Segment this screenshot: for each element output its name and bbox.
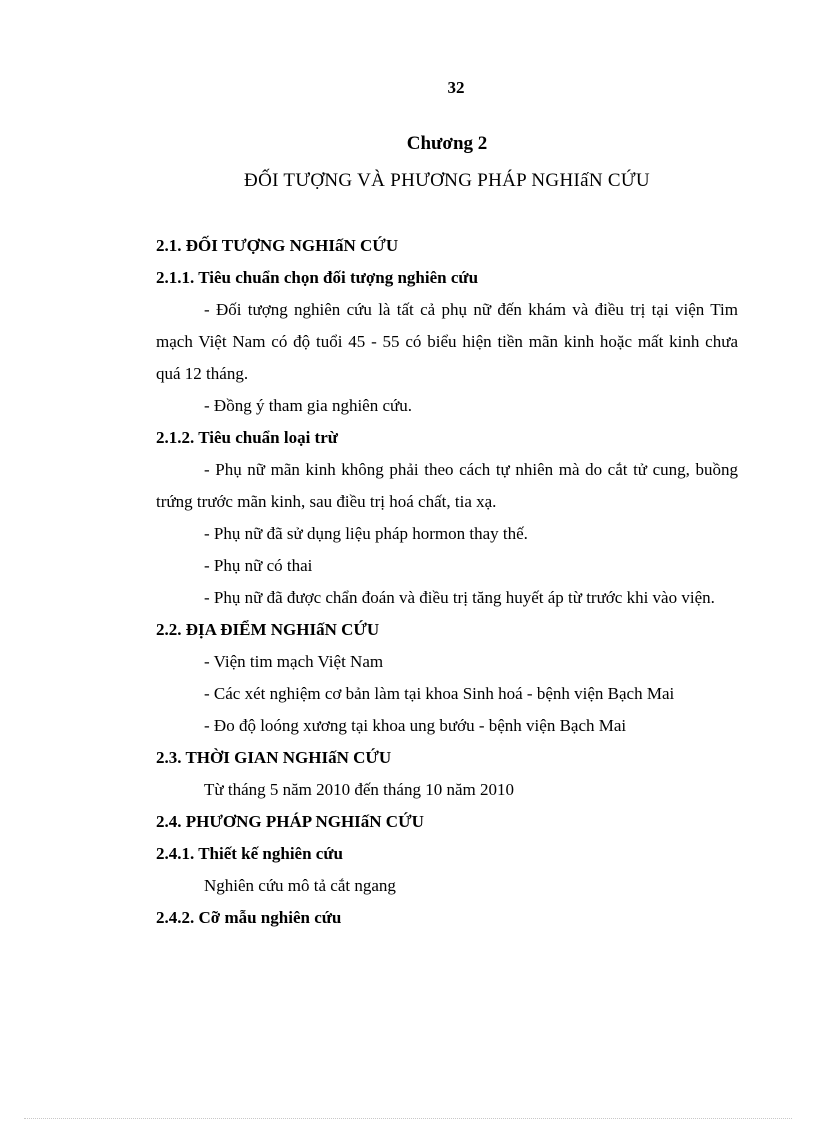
paragraph-location-1: - Viện tim mạch Việt Nam [204, 652, 384, 671]
subsection-heading-2-4-2: 2.4.2. Cỡ mẫu nghiên cứu [156, 908, 342, 927]
paragraph-inclusion-criteria: - Đối tượng nghiên cứu là tất cả phụ nữ đến khám và điều trị tại viện Tim mạch Việt Nam có độ tuổi 45 - 55 có biểu hiện tiền mãn kinh hoặc mất kinh chưa quá 12 tháng. [156, 300, 738, 383]
paragraph-exclusion-3: - Phụ nữ có thai [204, 556, 313, 575]
section-heading-2-1: 2.1. ĐỐI TƯỢNG NGHIấN CỨU [156, 236, 399, 255]
paragraph-time-period: Từ tháng 5 năm 2010 đến tháng 10 năm 2010 [204, 780, 514, 799]
paragraph-location-3: - Đo độ loóng xương tại khoa ung bướu - bệnh viện Bạch Mai [204, 716, 627, 735]
chapter-label: Chương 2 [406, 133, 488, 154]
paragraph-exclusion-2: - Phụ nữ đã sử dụng liệu pháp hormon thay thế. [204, 524, 528, 543]
subsection-heading-2-1-2: 2.1.2. Tiêu chuẩn loại trừ [156, 428, 338, 447]
paragraph-consent: - Đồng ý tham gia nghiên cứu. [204, 396, 412, 415]
paragraph-exclusion-4: - Phụ nữ đã được chẩn đoán và điều trị tăng huyết áp từ trước khi vào viện. [204, 588, 715, 607]
subsection-heading-2-1-1: 2.1.1. Tiêu chuẩn chọn đối tượng nghiên cứu [156, 268, 479, 287]
page-number: 32 [447, 78, 465, 97]
section-heading-2-2: 2.2. ĐỊA ĐIỂM NGHIấN CỨU [156, 620, 380, 639]
subsection-heading-2-4-1: 2.4.1. Thiết kế nghiên cứu [156, 844, 343, 863]
paragraph-exclusion-1: - Phụ nữ mãn kinh không phải theo cách tự nhiên mà do cắt tử cung, buồng trứng trước mãn kinh, sau điều trị hoá chất, tia xạ. [156, 460, 738, 511]
paragraph-location-2: - Các xét nghiệm cơ bản làm tại khoa Sinh hoá - bệnh viện Bạch Mai [204, 684, 675, 703]
page-bottom-divider [24, 1118, 792, 1119]
document-body [156, 230, 738, 934]
paragraph-study-design: Nghiên cứu mô tả cắt ngang [204, 876, 396, 895]
section-heading-2-3: 2.3. THỜI GIAN NGHIấN CỨU [156, 748, 392, 767]
chapter-title: ĐỐI TƯỢNG VÀ PHƯƠNG PHÁP NGHIấN CỨU [244, 170, 650, 191]
section-heading-2-4: 2.4. PHƯƠNG PHÁP NGHIấN CỨU [156, 812, 424, 831]
